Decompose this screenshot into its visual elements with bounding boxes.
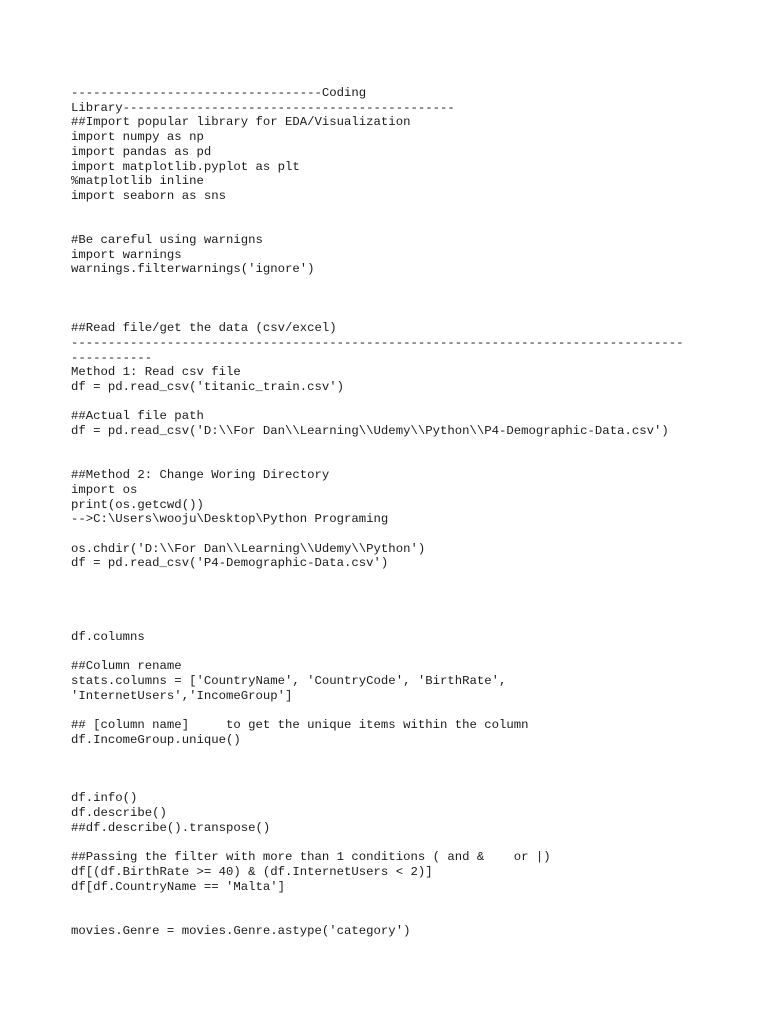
code-line: ## [column name] to get the unique items within the column bbox=[71, 718, 529, 732]
blank-line bbox=[71, 218, 751, 233]
code-line: ##Method 2: Change Woring Directory bbox=[71, 468, 330, 483]
code-line: df[(df.BirthRate >= 40) & (df.InternetUsers < 2)] bbox=[71, 864, 433, 879]
code-line: df = pd.read_csv('titanic_train.csv') bbox=[71, 379, 345, 394]
blank-line bbox=[71, 204, 751, 219]
code-line: ##Import popular library for EDA/Visualization bbox=[71, 115, 411, 130]
code-notes-block bbox=[71, 86, 751, 938]
blank-line bbox=[71, 292, 751, 307]
code-line: df.info() bbox=[71, 791, 138, 806]
blank-line bbox=[71, 909, 751, 924]
blank-line bbox=[71, 586, 751, 601]
blank-line bbox=[71, 527, 751, 542]
blank-line bbox=[71, 439, 751, 454]
blank-line bbox=[71, 836, 751, 851]
code-line: movies.Genre = movies.Genre.astype('category') bbox=[71, 923, 411, 938]
code-line: df.describe() bbox=[71, 806, 167, 821]
code-line: 'InternetUsers','IncomeGroup'] bbox=[71, 688, 293, 703]
code-line: ----------------------------------------------------------------------------------- bbox=[71, 335, 684, 350]
code-line: df.columns bbox=[71, 629, 145, 644]
code-line: ----------- bbox=[71, 350, 153, 365]
blank-line bbox=[71, 571, 751, 586]
blank-line bbox=[71, 703, 751, 718]
code-line: Library--------------------------------------------- bbox=[71, 100, 455, 115]
code-line: ----------------------------------Coding bbox=[71, 86, 367, 100]
blank-line bbox=[71, 395, 751, 410]
code-line: #Be careful using warnigns bbox=[71, 233, 263, 247]
code-line: df = pd.read_csv('D:\\For Dan\\Learning\\Udemy\\Python\\P4-Demographic-Data.csv') bbox=[71, 424, 669, 439]
code-line: ##Column rename bbox=[71, 659, 182, 674]
code-line: Method 1: Read csv file bbox=[71, 365, 241, 380]
code-line: import pandas as pd bbox=[71, 144, 212, 159]
code-line: import os bbox=[71, 482, 138, 497]
blank-line bbox=[71, 777, 751, 792]
blank-line bbox=[71, 306, 751, 321]
blank-line bbox=[71, 894, 751, 909]
code-line: stats.columns = ['CountryName', 'CountryCode', 'BirthRate', bbox=[71, 673, 507, 688]
code-line: import warnings bbox=[71, 247, 182, 262]
blank-line bbox=[71, 277, 751, 292]
code-line: import matplotlib.pyplot as plt bbox=[71, 159, 300, 174]
code-line: ##Actual file path bbox=[71, 409, 204, 424]
blank-line bbox=[71, 615, 751, 630]
blank-line bbox=[71, 645, 751, 660]
code-line: warnings.filterwarnings('ignore') bbox=[71, 262, 315, 277]
code-line: df[df.CountryName == 'Malta'] bbox=[71, 879, 286, 894]
code-line: df = pd.read_csv('P4-Demographic-Data.csv') bbox=[71, 556, 389, 571]
code-line: import numpy as np bbox=[71, 130, 204, 145]
blank-line bbox=[71, 453, 751, 468]
code-line: df.IncomeGroup.unique() bbox=[71, 732, 241, 747]
blank-line bbox=[71, 747, 751, 762]
code-line: ##Passing the filter with more than 1 conditions ( and & or |) bbox=[71, 850, 551, 865]
code-line: os.chdir('D:\\For Dan\\Learning\\Udemy\\Python') bbox=[71, 541, 426, 556]
blank-line bbox=[71, 600, 751, 615]
code-line: %matplotlib inline bbox=[71, 174, 204, 189]
code-line: import seaborn as sns bbox=[71, 188, 226, 203]
code-line: -->C:\Users\wooju\Desktop\Python Programing bbox=[71, 512, 389, 527]
code-line: print(os.getcwd()) bbox=[71, 497, 204, 512]
code-line: ##df.describe().transpose() bbox=[71, 820, 271, 835]
code-line: ##Read file/get the data (csv/excel) bbox=[71, 321, 337, 336]
blank-line bbox=[71, 762, 751, 777]
